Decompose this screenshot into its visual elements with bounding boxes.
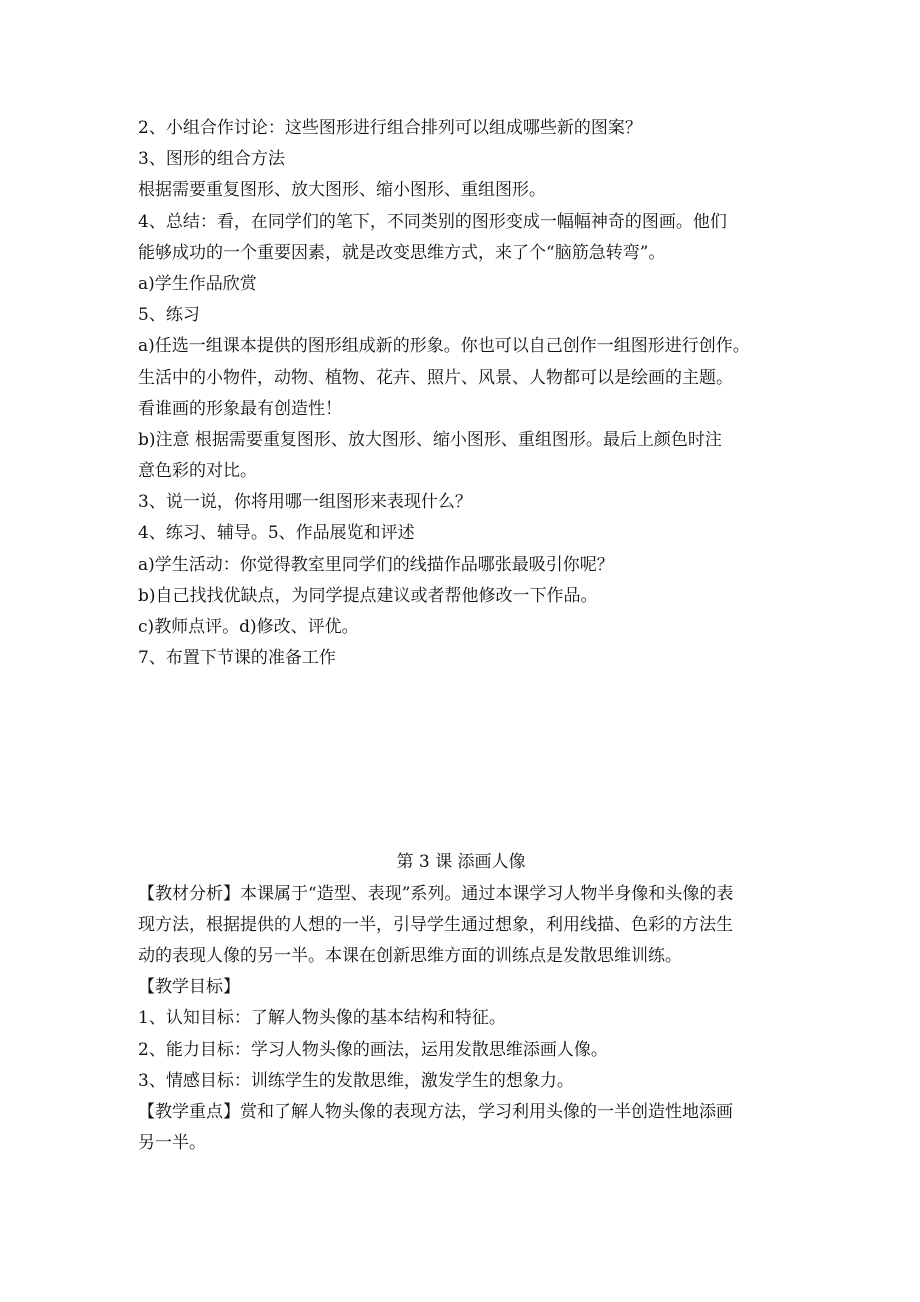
text-line: a)学生作品欣赏 — [138, 273, 257, 294]
text-line: 根据需要重复图形、放大图形、缩小图形、重组图形。 — [138, 180, 546, 201]
text-line: 动的表现人像的另一半。本课在创新思维方面的训练点是发散思维训练。 — [138, 945, 682, 966]
text-line: 2、小组合作讨论：这些图形进行组合排列可以组成哪些新的图案？ — [138, 118, 642, 138]
section-heading: 【教学目标】 — [138, 977, 240, 998]
text-line: 1、认知目标：了解人物头像的基本结构和特征。 — [138, 1008, 506, 1029]
text-line: 3、图形的组合方法 — [138, 149, 285, 170]
text-line: 看谁画的形象最有创造性！ — [138, 398, 342, 419]
text-line: c)教师点评。d)修改、评优。 — [138, 617, 359, 637]
page-gap — [138, 674, 784, 847]
text-line: 5、练习 — [138, 305, 200, 326]
text-line: a)任选一组课本提供的图形组成新的形象。你也可以自己创作一组图形进行创作。 — [138, 336, 750, 357]
text-line: a)学生活动：你觉得教室里同学们的线描作品哪张最吸引你呢？ — [138, 554, 614, 575]
lesson-title: 第 3 课 添画人像 — [396, 852, 526, 873]
text-line: 2、能力目标：学习人物头像的画法，运用发散思维添画人像。 — [138, 1039, 608, 1060]
text-line: b)自己找找优缺点，为同学提点建议或者帮他修改一下作品。 — [138, 585, 598, 606]
text-line: 意色彩的对比。 — [138, 461, 257, 482]
text-line: 3、情感目标：训练学生的发散思维，激发学生的想象力。 — [138, 1070, 574, 1091]
text-line: 7、布置下节课的准备工作 — [138, 648, 336, 669]
text-line: 能够成功的一个重要因素，就是改变思维方式，来了个“脑筋急转弯”。 — [138, 242, 666, 263]
text-line: 【教材分析】本课属于“造型、表现”系列。通过本课学习人物半身像和头像的表 — [138, 883, 734, 904]
text-line: 【教学重点】赏和了解人物头像的表现方法，学习利用头像的一半创造性地添画 — [138, 1101, 733, 1122]
document-page — [138, 113, 784, 1159]
text-line: 4、练习、辅导。5、作品展览和评述 — [138, 523, 415, 544]
text-line: 4、总结：看，在同学们的笔下，不同类别的图形变成一幅幅神奇的图画。他们 — [138, 211, 727, 232]
text-line: 3、说一说，你将用哪一组图形来表现什么？ — [138, 492, 472, 513]
text-line: b)注意 根据需要重复图形、放大图形、缩小图形、重组图形。最后上颜色时注 — [138, 429, 722, 450]
text-line: 生活中的小物件，动物、植物、花卉、照片、风景、人物都可以是绘画的主题。 — [138, 367, 733, 388]
text-line: 现方法，根据提供的人想的一半，引导学生通过想象，利用线描、色彩的方法生 — [138, 914, 733, 935]
text-line: 另一半。 — [138, 1133, 206, 1154]
